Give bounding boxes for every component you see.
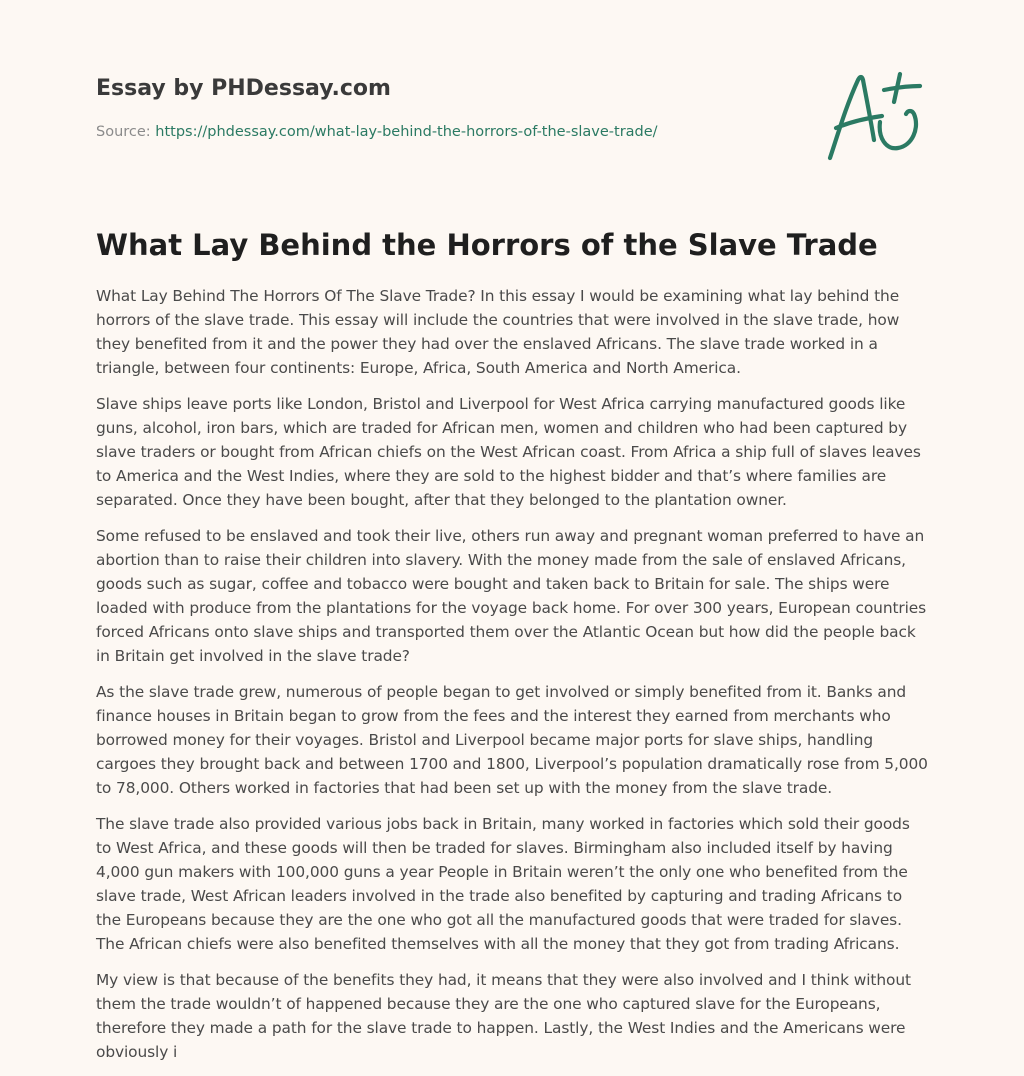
source-link[interactable]: https://phdessay.com/what-lay-behind-the-horrors-of-the-slave-trade/ — [155, 124, 658, 140]
site-brand: Essay by PHDessay.com — [96, 76, 391, 101]
a-plus-logo-icon — [824, 66, 928, 166]
essay-paragraph: As the slave trade grew, numerous of people began to get involved or simply benefited from it. Banks and finance houses in Britain began to grow from the fees and the interest they earned from merchants who borrowed money for their voyages. Bristol and Liverpool became major ports for slave ships, handling cargoes they brought back and between 1700 and 1800, Liverpool’s population dramatically rose from 5,000 to 78,000. Others worked in factories that had been set up with the money from the slave trade. — [96, 683, 928, 797]
essay-paragraph: My view is that because of the benefits they had, it means that they were also involved and I think without them the trade wouldn’t of happened because they are the one who captured slave for the Europeans, therefore they made a path for the slave trade to happen. Lastly, the West Indies and the Americans were obviously i — [96, 971, 911, 1061]
essay-paragraph: Some refused to be enslaved and took their live, others run away and pregnant woman preferred to have an abortion than to raise their children into slavery. With the money made from the sale of enslaved Africans, goods such as sugar, coffee and tobacco were bought and taken back to Britain for sale. The ships were loaded with produce from the plantations for the voyage back home. For over 300 years, European countries forced Africans onto slave ships and transported them over the Atlantic Ocean but how did the people back in Britain get involved in the slave trade? — [96, 527, 927, 665]
source-line — [96, 124, 658, 140]
essay-body — [96, 284, 928, 1076]
essay-paragraph: The slave trade also provided various jobs back in Britain, many worked in factories which sold their goods to West Africa, and these goods will then be traded for slaves. Birmingham also included itself by having 4,000 gun makers with 100,000 guns a year People in Britain weren’t the only one who benefited from the slave trade, West African leaders involved in the trade also benefited by capturing and trading Africans to the Europeans because they are the one who got all the manufactured goods that were traded for slaves. The African chiefs were also benefited themselves with all the money that they got from trading Africans. — [96, 815, 910, 953]
source-label: Source: — [96, 124, 151, 140]
essay-paragraph: Slave ships leave ports like London, Bristol and Liverpool for West Africa carrying manufactured goods like guns, alcohol, iron bars, which are traded for African men, women and children who had been captured by slave traders or bought from African chiefs on the West African coast. From Africa a ship full of slaves leaves to America and the West Indies, where they are sold to the highest bidder and that’s where families are separated. Once they have been bought, after that they belonged to the plantation owner. — [96, 395, 921, 509]
essay-title: What Lay Behind the Horrors of the Slave Trade — [96, 228, 878, 262]
essay-paragraph: What Lay Behind The Horrors Of The Slave Trade? In this essay I would be examining what lay behind the horrors of the slave trade. This essay will include the countries that were involved in the slave trade, how they benefited from it and the power they had over the enslaved Africans. The slave trade worked in a triangle, between four continents: Europe, Africa, South America and North America. — [96, 287, 900, 377]
